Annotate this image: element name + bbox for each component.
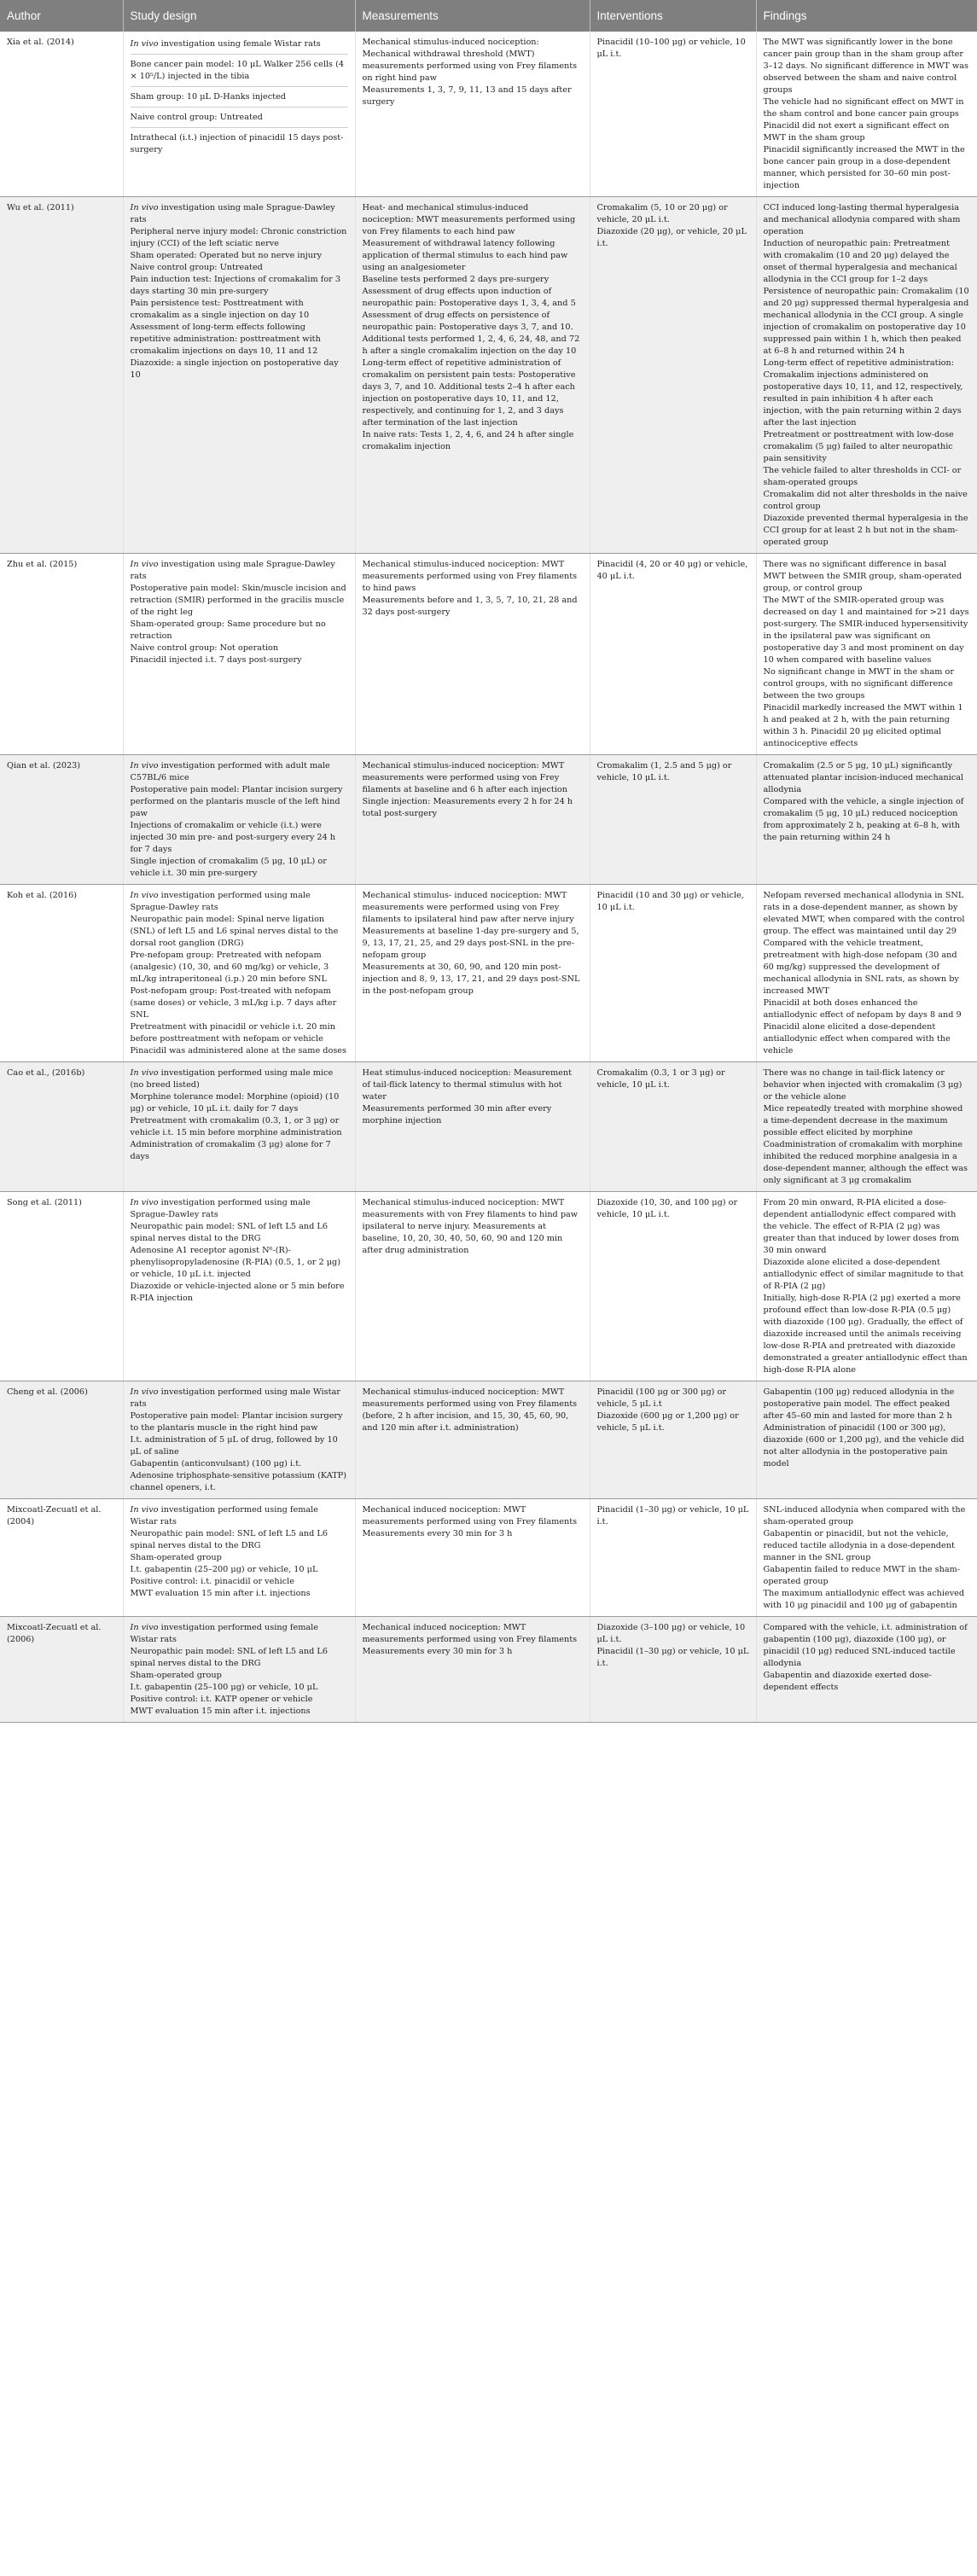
author-cell: Cao et al., (2016b)	[0, 1062, 123, 1192]
measurements-cell	[355, 1499, 590, 1617]
study-design-line: Postoperative pain model: Skin/muscle incision and retraction (SMIR) performed in the gracilis muscle of the right leg	[130, 584, 346, 617]
study-design-line: Pinacidil injected i.t. 7 days post-surgery	[130, 655, 302, 665]
findings-cell	[756, 554, 977, 755]
author-cell: Mixcoatl-Zecuatl et al. (2004)	[0, 1499, 123, 1617]
measurements-line: Single injection: Measurements every 2 h for 24 h total post-surgery	[362, 797, 573, 818]
findings-cell	[756, 1617, 977, 1723]
author-cell: Zhu et al. (2015)	[0, 554, 123, 755]
study-design-line: Positive control: i.t. pinacidil or vehicle	[130, 1577, 294, 1586]
interventions-line: Diazoxide (10, 30, and 100 μg) or vehicle, 10 μL i.t.	[596, 1198, 738, 1219]
author-cell: Wu et al. (2011)	[0, 197, 123, 554]
author-cell: Koh et al. (2016)	[0, 885, 123, 1062]
measurements-line: Measurement of withdrawal latency following application of thermal stimulus to each hind paw using an analgesiometer	[362, 239, 568, 272]
study-design-line: Single injection of cromakalim (5 μg, 10 μL) or vehicle i.t. 30 min pre-surgery	[130, 857, 327, 878]
measurements-line: Mechanical stimulus-induced nociception: MWT measurements performed using von Frey filaments to hind paws	[362, 560, 578, 593]
study-design-line: Postoperative pain model: Plantar incision surgery to the plantaris muscle in the right hind paw	[130, 1411, 343, 1433]
findings-line: Pinacidil at both doses enhanced the antiallodynic effect of nefopam by days 8 and 9	[763, 998, 962, 1020]
study-design-line: Peripheral nerve injury model: Chronic constriction injury (CCI) of the left sciatic nerve	[130, 227, 347, 248]
findings-cell	[756, 32, 977, 197]
study-design-segment	[131, 131, 348, 160]
findings-line: Long-term effect of repetitive administration: Cromakalim injections administered on postoperative days 10, 11, and 12, respectively, resulted in pain inhibition 4 h after each injection, with the pain returning within 2 days after the last injection	[763, 358, 963, 427]
measurements-line: Mechanical stimulus-induced nociception: Mechanical withdrawal threshold (MWT) measurements performed using von Frey filaments on right hind paw	[362, 38, 578, 83]
study-design-segment	[131, 57, 348, 87]
findings-cell	[756, 1381, 977, 1499]
study-design-line: Injections of cromakalim or vehicle (i.t.) were injected 30 min pre- and post-surgery every 24 h for 7 days	[130, 821, 336, 854]
interventions-line: Diazoxide (3–100 μg) or vehicle, 10 μL i.t.	[596, 1623, 746, 1644]
study-design-cell	[123, 554, 355, 755]
study-design-line: Neuropathic pain model: SNL of left L5 and L6 spinal nerves distal to the DRG	[130, 1647, 328, 1668]
measurements-line: Measurements 1, 3, 7, 9, 11, 13 and 15 days after surgery	[362, 85, 572, 107]
findings-line: Nefopam reversed mechanical allodynia in SNL rats in a dose-dependent manner, as shown by elevated MWT, when compared with the control group. The effect was maintained until day 29	[763, 891, 965, 936]
study-design-cell	[123, 1499, 355, 1617]
measurements-line: Mechanical stimulus-induced nociception: MWT measurements were performed using von Frey filaments at baseline and 6 h after each injection	[362, 761, 567, 794]
findings-line: Mice repeatedly treated with morphine showed a time-dependent decrease in the maximum possible effect elicited by morphine	[763, 1104, 963, 1137]
interventions-cell	[590, 1499, 756, 1617]
findings-line: Pretreatment or posttreatment with low-dose cromakalim (5 μg) failed to alter neuropathic pain sensitivity	[763, 430, 954, 463]
measurements-cell	[355, 885, 590, 1062]
findings-line: Gabapentin and diazoxide exerted dose-dependent effects	[763, 1671, 932, 1692]
findings-line: Compared with the vehicle, i.t. administration of gabapentin (100 μg), diazoxide (100 μg), or pinacidil (10 μg) reduced SNL-induced tactile allodynia	[763, 1623, 968, 1668]
findings-line: Cromakalim did not alter thresholds in the naive control group	[763, 490, 968, 511]
findings-line: Induction of neuropathic pain: Pretreatment with cromakalim (10 and 20 μg) delayed the onset of thermal hyperalgesia and mechanical allodynia in the CCI group for 1–2 days	[763, 239, 957, 284]
study-design-cell	[123, 1062, 355, 1192]
measurements-line: Measurements every 30 min for 3 h	[362, 1647, 513, 1656]
study-design-line: Postoperative pain model: Plantar incision surgery performed on the plantaris muscle of the left hind paw	[130, 785, 343, 818]
study-design-line: In vivo investigation performed using male Sprague-Dawley rats	[130, 891, 311, 912]
study-design-cell	[123, 197, 355, 554]
study-design-line: Pain induction test: Injections of cromakalim for 3 days starting 30 min pre-surgery	[130, 275, 341, 296]
study-design-cell	[123, 885, 355, 1062]
findings-line: Cromakalim (2.5 or 5 μg, 10 μL) significantly attenuated plantar incision-induced mechanical allodynia	[763, 761, 964, 794]
study-design-line: In vivo investigation performed using male Sprague-Dawley rats	[130, 1198, 311, 1219]
findings-line: Pinacidil significantly increased the MWT in the bone cancer pain group in a dose-dependent manner, which persisted for 30–60 min post-injection	[763, 145, 965, 190]
study-design-line: Pretreatment with cromakalim (0.3, 1, or 3 μg) or vehicle i.t. 15 min before morphine administration	[130, 1116, 342, 1137]
study-design-line: In vivo investigation using male Sprague-Dawley rats	[130, 203, 335, 224]
table-row	[0, 755, 977, 885]
measurements-line: Measurements at 30, 60, 90, and 120 min post-injection and 8, 9, 13, 17, 21, and 29 days post-SNL in the post-nefopam group	[362, 962, 580, 996]
interventions-line: Pinacidil (10–100 μg) or vehicle, 10 μL i.t.	[596, 38, 746, 59]
interventions-line: Cromakalim (1, 2.5 and 5 μg) or vehicle, 10 μL i.t.	[596, 761, 732, 782]
table-row	[0, 1617, 977, 1723]
study-design-cell	[123, 32, 355, 197]
measurements-cell	[355, 1381, 590, 1499]
study-design-line: Intrathecal (i.t.) injection of pinacidil 15 days post-surgery	[130, 133, 344, 154]
findings-line: Pinacidil markedly increased the MWT within 1 h and peaked at 2 h, with the pain returning within 3 h. Pinacidil 20 μg elicited optimal antinociceptive effects	[763, 703, 963, 748]
study-design-line: In vivo investigation performed using female Wistar rats	[130, 1505, 318, 1526]
findings-line: The MWT of the SMIR-operated group was decreased on day 1 and maintained for >21 days post-surgery. The SMIR-induced hypersensitivity in the ipsilateral paw was significant on postoperative day 3 and most prominent on day 10 when compared with baseline values	[763, 596, 969, 665]
interventions-cell	[590, 32, 756, 197]
measurements-line: Measurements every 30 min for 3 h	[362, 1529, 513, 1538]
study-design-cell	[123, 755, 355, 885]
author-cell: Xia et al. (2014)	[0, 32, 123, 197]
study-design-line: Pain persistence test: Posttreatment with cromakalim as a single injection on day 10	[130, 299, 310, 320]
measurements-cell	[355, 197, 590, 554]
study-design-line: I.t. gabapentin (25–100 μg) or vehicle, 10 μL	[130, 1683, 318, 1692]
table-row	[0, 1499, 977, 1617]
measurements-line: Mechanical stimulus- induced nociception: MWT measurements were performed using von Frey filaments to ipsilateral hind paw after nerve injury	[362, 891, 574, 924]
study-design-line: Morphine tolerance model: Morphine (opioid) (10 μg) or vehicle, 10 μL i.t. daily for 7 days	[130, 1092, 340, 1114]
study-design-line: Sham-operated group: Same procedure but no retraction	[130, 619, 326, 641]
findings-line: There was no change in tail-flick latency or behavior when injected with cromakalim (3 μg) or the vehicle alone	[763, 1068, 962, 1102]
table-row	[0, 1062, 977, 1192]
findings-line: There was no significant difference in basal MWT between the SMIR group, sham-operated group, or control group	[763, 560, 962, 593]
measurements-cell	[355, 1192, 590, 1381]
study-design-line: Pre-nefopam group: Pretreated with nefopam (analgesic) (10, 30, and 60 mg/kg) or vehicle, 3 mL/kg intraperitoneal (i.p.) 20 min before SNL	[130, 951, 329, 984]
study-design-line: Neuropathic pain model: Spinal nerve ligation (SNL) of left L5 and L6 spinal nerves distal to the dorsal root ganglion (DRG)	[130, 915, 339, 948]
interventions-line: Pinacidil (1–30 μg) or vehicle, 10 μL i.t.	[596, 1647, 749, 1668]
study-design-line: Pretreatment with pinacidil or vehicle i.t. 20 min before posttreatment with nefopam or vehicle	[130, 1022, 335, 1044]
findings-cell	[756, 1499, 977, 1617]
measurements-line: Measurements before and 1, 3, 5, 7, 10, 21, 28 and 32 days post-surgery	[362, 596, 578, 617]
findings-line: Pinacidil alone elicited a dose-dependent antiallodynic effect when compared with the vehicle	[763, 1022, 951, 1055]
interventions-line: Pinacidil (10 and 30 μg) or vehicle, 10 μL i.t.	[596, 891, 744, 912]
interventions-cell	[590, 1062, 756, 1192]
column-header-measurements: Measurements	[355, 0, 590, 32]
study-design-line: Naive control group: Untreated	[130, 113, 263, 122]
study-design-line: Naive control group: Untreated	[130, 263, 263, 272]
findings-line: Pinacidil did not exert a significant effect on MWT in the sham group	[763, 121, 950, 142]
measurements-cell	[355, 1062, 590, 1192]
findings-line: Gabapentin failed to reduce MWT in the sham-operated group	[763, 1565, 961, 1586]
study-design-line: Adenosine triphosphate-sensitive potassium (KATP) channel openers, i.t.	[130, 1471, 346, 1492]
column-header-interventions: Interventions	[590, 0, 756, 32]
table-row	[0, 1192, 977, 1381]
measurements-line: Mechanical induced nociception: MWT measurements performed using von Frey filaments	[362, 1623, 578, 1644]
study-design-line: MWT evaluation 15 min after i.t. injections	[130, 1589, 311, 1598]
study-design-line: Post-nefopam group: Post-treated with nefopam (same doses) or vehicle, 3 mL/kg i.p. 7 days after SNL	[130, 986, 337, 1020]
measurements-cell	[355, 554, 590, 755]
measurements-line: Mechanical induced nociception: MWT measurements performed using von Frey filaments	[362, 1505, 578, 1526]
study-design-cell	[123, 1192, 355, 1381]
study-design-line: Sham group: 10 μL D-Hanks injected	[130, 92, 287, 102]
findings-line: Diazoxide prevented thermal hyperalgesia in the CCI group for at least 2 h but not in the sham-operated group	[763, 514, 968, 547]
measurements-line: Long-term effect of repetitive administration of cromakalim on persistent pain tests: Postoperative days 3, 7, and 10. Additional tests 2–4 h after each injection on postoperative days 10, 11, and 12, respectively, and continuing for 1, 2, and 3 days after termination of the last injection	[362, 358, 576, 427]
study-design-line: I.t. gabapentin (25–200 μg) or vehicle, 10 μL	[130, 1565, 318, 1574]
author-cell: Mixcoatl-Zecuatl et al. (2006)	[0, 1617, 123, 1723]
findings-line: Compared with the vehicle, a single injection of cromakalim (5 μg, 10 μL) reduced nociception from approximately 2 h, peaking at 6–8 h, with the pain returning within 24 h	[763, 797, 964, 842]
study-design-line: Adenosine A1 receptor agonist N⁶-(R)-phenylisopropyladenosine (R-PIA) (0.5, 1, or 2 μg) or vehicle, 10 μL i.t. injected	[130, 1246, 341, 1279]
findings-cell	[756, 197, 977, 554]
findings-line: Persistence of neuropathic pain: Cromakalim (10 and 20 μg) suppressed thermal hyperalgesia and mechanical allodynia in the CCI group. A single injection of cromakalim on postoperative day 10 suppressed pain within 1 h, which then peaked at 6–8 h and returned within 24 h	[763, 287, 969, 356]
column-header-author: Author	[0, 0, 123, 32]
interventions-cell	[590, 1192, 756, 1381]
findings-line: From 20 min onward, R-PIA elicited a dose-dependent antiallodynic effect compared with the vehicle. The effect of R-PIA (2 μg) was greater than that induced by lower doses from 30 min onward	[763, 1198, 959, 1255]
study-design-line: I.t. administration of 5 μL of drug, followed by 10 μL of saline	[130, 1435, 338, 1457]
measurements-line: Baseline tests performed 2 days pre-surgery	[362, 275, 550, 284]
table-row	[0, 32, 977, 197]
author-cell: Qian et al. (2023)	[0, 755, 123, 885]
interventions-line: Diazoxide (20 μg), or vehicle, 20 μL i.t.	[596, 227, 747, 248]
measurements-line: Heat stimulus-induced nociception: Measurement of tail-flick latency to thermal stimulus with hot water	[362, 1068, 573, 1102]
study-design-line: Sham-operated group	[130, 1671, 222, 1680]
column-header-findings: Findings	[756, 0, 977, 32]
study-design-segment	[131, 37, 348, 55]
interventions-line: Pinacidil (1–30 μg) or vehicle, 10 μL i.t.	[596, 1505, 749, 1526]
findings-cell	[756, 1062, 977, 1192]
findings-line: The vehicle failed to alter thresholds in CCI- or sham-operated groups	[763, 466, 962, 487]
study-design-line: Sham-operated group	[130, 1553, 222, 1562]
study-design-line: Positive control: i.t. KATP opener or vehicle	[130, 1695, 313, 1704]
author-cell: Cheng et al. (2006)	[0, 1381, 123, 1499]
study-design-line: In vivo investigation using female Wistar rats	[130, 39, 321, 49]
interventions-line: Pinacidil (100 μg or 300 μg) or vehicle, 5 μL i.t	[596, 1387, 726, 1409]
table-row	[0, 554, 977, 755]
study-design-cell	[123, 1617, 355, 1723]
measurements-cell	[355, 1617, 590, 1723]
study-design-line: Naive control group: Not operation	[130, 643, 279, 653]
table-header-row	[0, 0, 977, 32]
study-design-line: In vivo investigation performed with adult male C57BL/6 mice	[130, 761, 330, 782]
study-design-line: Sham operated: Operated but no nerve injury	[130, 251, 323, 260]
study-design-cell	[123, 1381, 355, 1499]
study-design-segment	[131, 110, 348, 128]
measurements-line: Measurements performed 30 min after every morphine injection	[362, 1104, 552, 1125]
interventions-line: Cromakalim (5, 10 or 20 μg) or vehicle, 20 μL i.t.	[596, 203, 728, 224]
study-design-line: Administration of cromakalim (3 μg) alone for 7 days	[130, 1140, 331, 1161]
interventions-cell	[590, 1381, 756, 1499]
table-row	[0, 885, 977, 1062]
measurements-line: Mechanical stimulus-induced nociception: MWT measurements performed using von Frey filaments (before, 2 h after incision, and 15, 30, 45, 60, 90, and 120 min after i.t. administration)	[362, 1387, 578, 1433]
study-design-segment	[131, 90, 348, 108]
study-design-line: In vivo investigation performed using male mice (no breed listed)	[130, 1068, 334, 1090]
study-design-line: In vivo investigation performed using male Wistar rats	[130, 1387, 340, 1409]
study-design-line: Neuropathic pain model: SNL of left L5 and L6 spinal nerves distal to the DRG	[130, 1222, 328, 1243]
interventions-cell	[590, 1617, 756, 1723]
findings-line: Diazoxide alone elicited a dose-dependent antiallodynic effect of similar magnitude to that of R-PIA (2 μg)	[763, 1258, 964, 1291]
interventions-line: Diazoxide (600 μg or 1,200 μg) or vehicle, 5 μL i.t.	[596, 1411, 739, 1433]
interventions-cell	[590, 755, 756, 885]
findings-line: The maximum antiallodynic effect was achieved with 10 μg pinacidil and 100 μg of gabapentin	[763, 1589, 965, 1610]
measurements-line: Heat- and mechanical stimulus-induced nociception: MWT measurements performed using von Frey filaments to each hind paw	[362, 203, 576, 236]
findings-cell	[756, 755, 977, 885]
study-design-line: In vivo investigation using male Sprague-Dawley rats	[130, 560, 335, 581]
study-design-line: Bone cancer pain model: 10 μL Walker 256 cells (4 × 10⁵/L) injected in the tibia	[130, 60, 345, 81]
measurements-line: Assessment of drug effects on persistence of neuropathic pain: Postoperative days 3, 7, and 10. Additional tests performed 1, 2, 4, 6, 24, 48, and 72 h after a single cromakalim injection on the day 10	[362, 311, 580, 356]
interventions-cell	[590, 885, 756, 1062]
findings-line: SNL-induced allodynia when compared with the sham-operated group	[763, 1505, 966, 1526]
findings-line: CCI induced long-lasting thermal hyperalgesia and mechanical allodynia compared with sham operation	[763, 203, 961, 236]
author-cell: Song et al. (2011)	[0, 1192, 123, 1381]
findings-line: The vehicle had no significant effect on MWT in the sham control and bone cancer pain groups	[763, 97, 964, 119]
findings-line: Administration of pinacidil (100 or 300 μg), diazoxide (600 or 1,200 μg), and the vehicle did not alter allodynia in the postoperative pain model	[763, 1423, 964, 1468]
measurements-line: In naive rats: Tests 1, 2, 4, 6, and 24 h after single cromakalim injection	[362, 430, 574, 451]
study-design-line: Gabapentin (anticonvulsant) (100 μg) i.t.	[130, 1459, 302, 1468]
measurements-line: Mechanical stimulus-induced nociception: MWT measurements with von Frey filaments to hind paw ipsilateral to nerve injury. Measurements at baseline, 10, 20, 30, 40, 50, 60, 90 and 120 min after drug administration	[362, 1198, 579, 1255]
interventions-line: Cromakalim (0.3, 1 or 3 μg) or vehicle, 10 μL i.t.	[596, 1068, 725, 1090]
study-design-line: MWT evaluation 15 min after i.t. injections	[130, 1707, 311, 1716]
column-header-study-design: Study design	[123, 0, 355, 32]
table-body	[0, 32, 977, 1723]
table-row	[0, 1381, 977, 1499]
findings-cell	[756, 885, 977, 1062]
findings-line: Compared with the vehicle treatment, pretreatment with high-dose nefopam (30 and 60 mg/kg) suppressed the development of mechanical allodynia in SNL rats, as shown by increased MWT	[763, 939, 959, 996]
findings-line: No significant change in MWT in the sham or control groups, with no significant difference between the two groups	[763, 667, 954, 701]
interventions-line: Pinacidil (4, 20 or 40 μg) or vehicle, 40 μL i.t.	[596, 560, 748, 581]
measurements-cell	[355, 32, 590, 197]
study-design-line: Diazoxide or vehicle-injected alone or 5 min before R-PIA injection	[130, 1282, 345, 1303]
findings-line: Coadministration of cromakalim with morphine inhibited the reduced morphine analgesia in a dose-dependent manner, although the effect was only significant at 3 μg cromakalim	[763, 1140, 968, 1185]
findings-line: Gabapentin or pinacidil, but not the vehicle, reduced tactile allodynia in a dose-dependent manner in the SNL group	[763, 1529, 955, 1562]
findings-line: The MWT was significantly lower in the bone cancer pain group than in the sham group after 3–12 days. No significant difference in MWT was observed between the sham and naive control groups	[763, 38, 968, 95]
findings-line: Initially, high-dose R-PIA (2 μg) exerted a more profound effect than low-dose R-PIA (0.5 μg) with diazoxide (100 μg). Gradually, the effect of diazoxide increased until the animals receiving low-dose R-PIA and pretreated with diazoxide demonstrated a greater antiallodynic effect than high-dose R-PIA alone	[763, 1294, 968, 1375]
measurements-line: Measurements at baseline 1-day pre-surgery and 5, 9, 13, 17, 21, 25, and 29 days post-SNL in the pre-nefopam group	[362, 927, 579, 960]
findings-line: Gabapentin (100 μg) reduced allodynia in the postoperative pain model. The effect peaked after 45–60 min and lasted for more than 2 h	[763, 1387, 955, 1421]
interventions-cell	[590, 554, 756, 755]
study-design-line: Assessment of long-term effects following repetitive administration: posttreatment with cromakalim injections on days 10, 11 and 12	[130, 323, 321, 356]
interventions-cell	[590, 197, 756, 554]
study-design-line: Neuropathic pain model: SNL of left L5 and L6 spinal nerves distal to the DRG	[130, 1529, 328, 1550]
study-design-line: Pinacidil was administered alone at the same doses	[130, 1046, 346, 1055]
measurements-cell	[355, 755, 590, 885]
findings-cell	[756, 1192, 977, 1381]
measurements-line: Assessment of drug effects upon induction of neuropathic pain: Postoperative days 1, 3, 4, and 5	[362, 287, 576, 308]
study-design-line: In vivo investigation performed using female Wistar rats	[130, 1623, 318, 1644]
table-row	[0, 197, 977, 554]
study-design-line: Diazoxide: a single injection on postoperative day 10	[130, 358, 339, 380]
